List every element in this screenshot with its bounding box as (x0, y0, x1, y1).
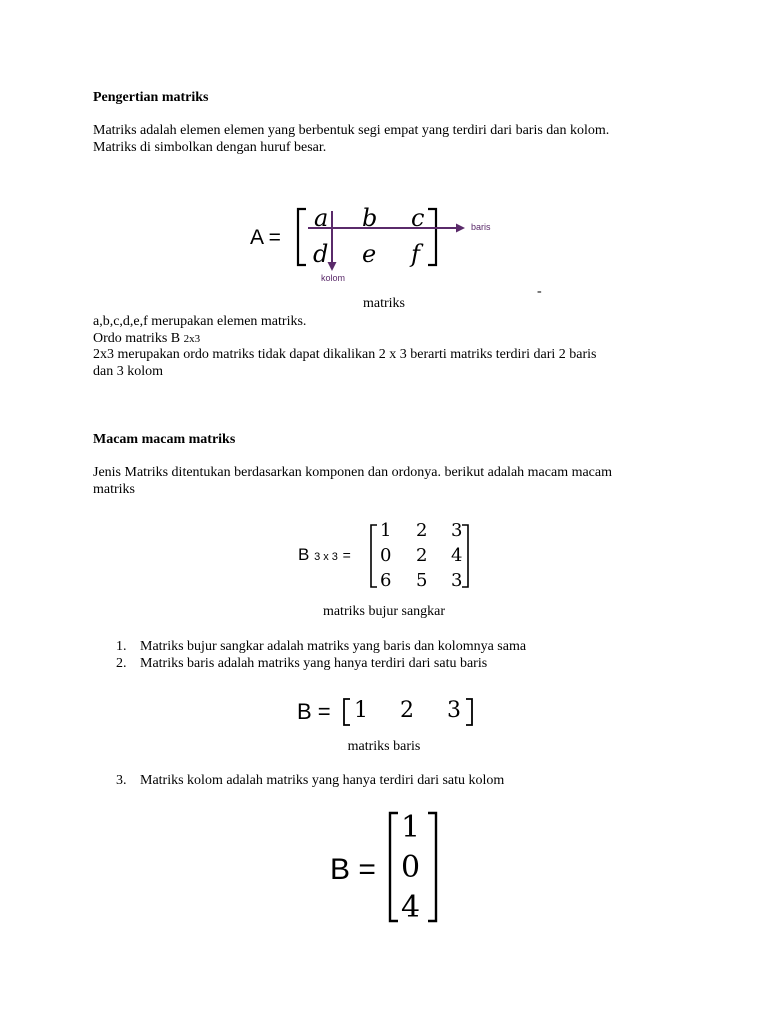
matrix-cell: b (362, 204, 378, 232)
matrix-cell: 3 (447, 698, 461, 723)
notes-line: 2x3 merupakan ordo matriks tidak dapat dikalikan 2 x 3 berarti matriks terdiri dari 2 baris (93, 347, 597, 362)
matrix-a-caption: matriks (363, 296, 405, 311)
ordo-subscript: 2x3 (183, 333, 201, 345)
matrix-cell: 2 (416, 545, 428, 566)
matrix-cell: 1 (401, 810, 421, 845)
matrix-cell: 4 (451, 545, 463, 566)
matrix-cell: 0 (401, 850, 421, 885)
matrix-cell: e (362, 240, 377, 268)
matrix-row-caption: matriks baris (347, 739, 421, 754)
matrix-cell: d (313, 240, 329, 268)
list-text: Matriks baris adalah matriks yang hanya terdiri dari satu baris (140, 656, 488, 671)
list-text: Matriks bujur sangkar adalah matriks yang baris dan kolomnya sama (140, 639, 527, 654)
stray-mark: - (537, 284, 542, 299)
matrix-col-lhs: B = (330, 853, 376, 886)
matrix-cell: 2 (400, 698, 414, 723)
kolom-label: kolom (321, 273, 346, 283)
notes-line: dan 3 kolom (93, 364, 163, 379)
list-number: 1. (116, 639, 127, 654)
matrix-col-right-bracket (428, 813, 436, 921)
ordo-prefix: Ordo matriks B (93, 331, 184, 346)
section-title-macam: Macam macam matriks (93, 432, 236, 447)
matrix-col-left-bracket (390, 813, 398, 921)
paragraph-line: matriks (93, 482, 135, 497)
lhs-letter: B (298, 545, 310, 564)
matrix-cell: 5 (416, 570, 428, 591)
matrix-cell: 2 (416, 520, 428, 541)
list-text: Matriks kolom adalah matriks yang hanya terdiri dari satu kolom (140, 773, 505, 788)
matrix-row-lhs: B = (297, 699, 331, 724)
lhs-equals: = (342, 547, 351, 563)
list-number: 2. (116, 656, 127, 671)
baris-label: baris (471, 222, 491, 232)
notes-line: a,b,c,d,e,f merupakan elemen matriks. (93, 314, 307, 329)
paragraph-line: Matriks di simbolkan dengan huruf besar. (93, 140, 327, 155)
paragraph-line: Matriks adalah elemen elemen yang berbentuk segi empat yang terdiri dari baris dan kolom. (93, 123, 610, 138)
paragraph-line: Jenis Matriks ditentukan berdasarkan komponen dan ordonya. berikut adalah macam macam (93, 465, 612, 480)
matrix-cell: 3 (451, 520, 463, 541)
matrix-cell: 1 (380, 520, 392, 541)
matrix-cell: 3 (451, 570, 463, 591)
matrix-cell: c (411, 204, 425, 232)
matrix-cell: 1 (354, 698, 368, 723)
section-title-pengertian: Pengertian matriks (93, 90, 209, 105)
matrix-cell: a (314, 204, 329, 232)
matrix-cell: 4 (401, 890, 421, 925)
list-number: 3. (116, 773, 127, 788)
lhs-subscript: 3 x 3 (314, 551, 338, 563)
matrix-cell: 6 (380, 570, 392, 591)
matrix-cell: 0 (380, 545, 392, 566)
matrix-cell: f (411, 240, 420, 268)
matrix-a-lhs: A = (250, 226, 281, 249)
matrix-square-caption: matriks bujur sangkar (322, 604, 446, 619)
